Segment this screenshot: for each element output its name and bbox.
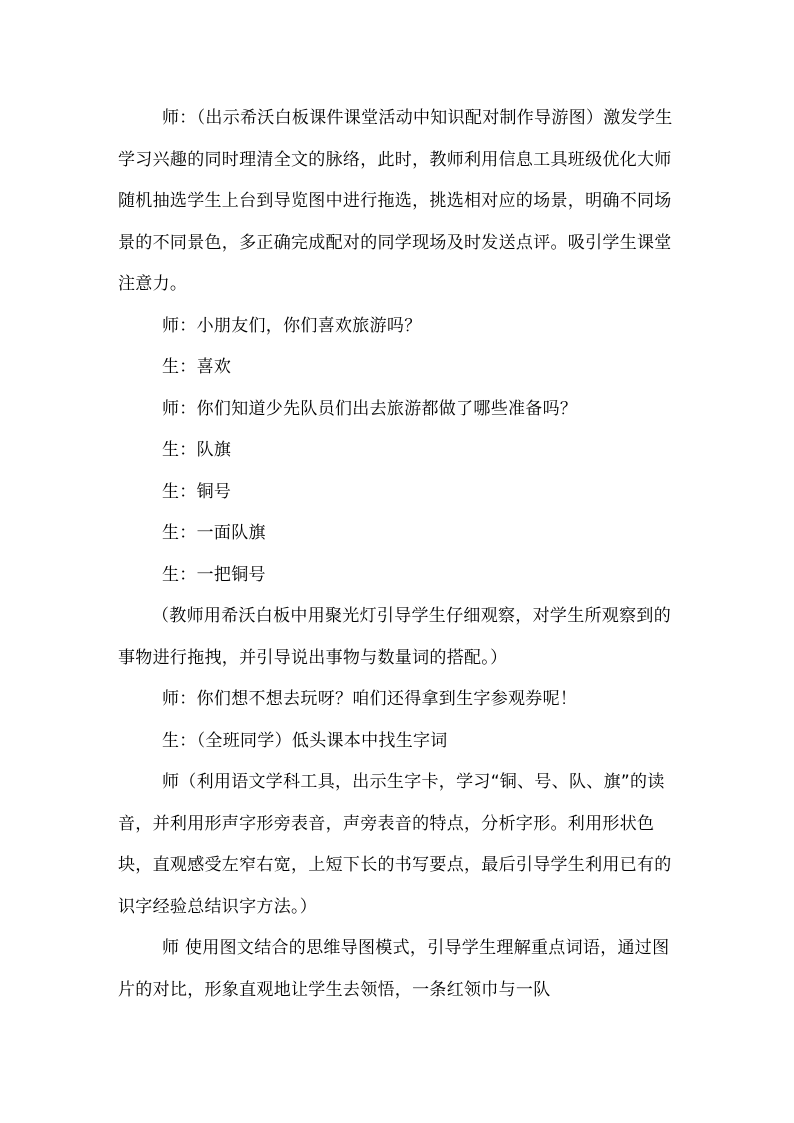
paragraph-student-answer-one-trumpet: 生：一把铜号 <box>162 564 266 585</box>
paragraph-student-answer-one-flag: 生：一面队旗 <box>162 523 266 543</box>
paragraph-teacher-mind-map: 师 使用图文结合的思维导图模式，引导学生理解重点词语，通过图片的对比，形象直观地让学生去领悟，一条红领巾与一队 <box>118 938 670 1000</box>
paragraph-student-answer-like: 生：喜欢 <box>162 357 232 377</box>
paragraph-student-find-words: 生：（全班同学）低头课本中找生字词 <box>162 730 448 751</box>
document-body <box>118 98 678 1011</box>
paragraph-teacher-note-spotlight: （教师用希沃白板中用聚光灯引导学生仔细观察，对学生所观察到的事物进行拖拽，并引导说出事物与数量词的搭配。） <box>118 606 671 668</box>
paragraph-teacher-intro: 师：（出示希沃白板课件课堂活动中知识配对制作导游图）激发学生学习兴趣的同时理清全文的脉络，此时，教师利用信息工具班级优化大师随机抽选学生上台到导览图中进行拖选，挑选相对应的场景，明确不同场景的不同景色，多正确完成配对的同学现场及时发送点评。吸引学生课堂注意力。 <box>118 108 673 294</box>
paragraph-teacher-question-prepare: 师：你们知道少先队员们出去旅游都做了哪些准备吗？ <box>162 398 578 419</box>
paragraph-student-answer-flag: 生：队旗 <box>162 440 232 460</box>
paragraph-teacher-question-visit: 师：你们想不想去玩呀？咱们还得拿到生字参观券呢！ <box>162 689 578 709</box>
paragraph-student-answer-trumpet: 生：铜号 <box>162 481 232 502</box>
paragraph-teacher-character-cards: 师（利用语文学科工具，出示生字卡，学习“铜、号、队、旗”的读音，并利用形声字形旁表音，声旁表音的特点，分析字形。利用形状色块，直观感受左窄右宽，上短下长的书写要点，最后引导学生利用已有的识字经验总结识字方法。） <box>118 772 672 917</box>
paragraph-teacher-question-travel: 师：小朋友们，你们喜欢旅游吗？ <box>162 315 422 336</box>
